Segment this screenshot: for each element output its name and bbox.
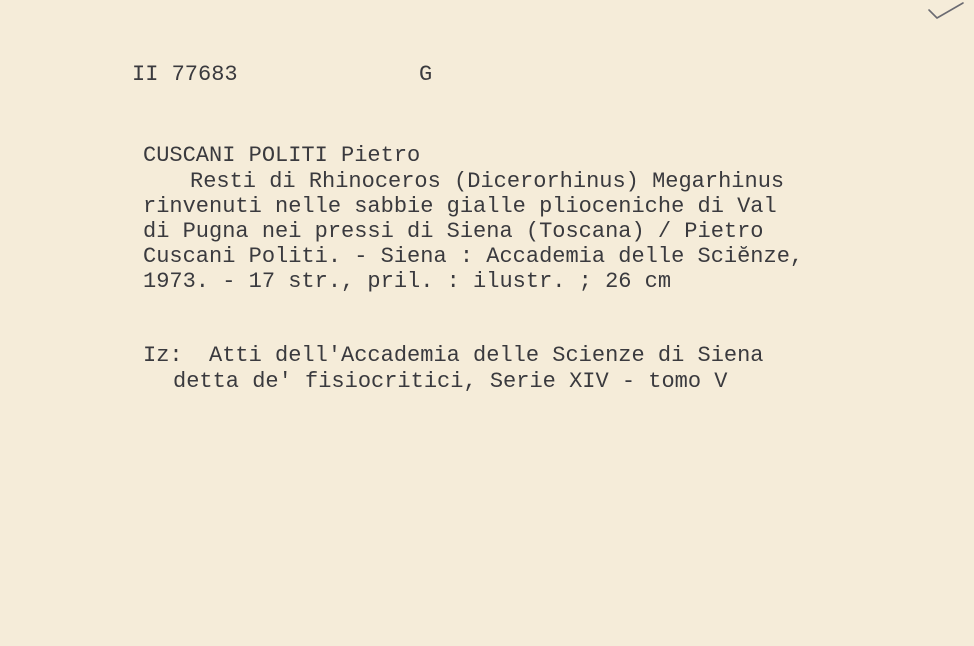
pencil-check-mark-icon xyxy=(926,0,966,24)
description-line-3: di Pugna nei pressi di Siena (Toscana) / Pietro xyxy=(143,219,764,244)
description-line-1: Resti di Rhinoceros (Dicerorhinus) Megarhinus xyxy=(190,169,785,194)
description-line-5: 1973. - 17 str., pril. : ilustr. ; 26 cm xyxy=(143,269,672,294)
author-heading: CUSCANI POLITI Pietro xyxy=(143,143,421,168)
series-line-2: detta de' fisiocritici, Serie XIV - tomo V xyxy=(173,369,728,394)
description-line-2: rinvenuti nelle sabbie gialle plioceniche di Val xyxy=(143,194,777,219)
location-code: G xyxy=(419,62,433,87)
shelf-mark: II 77683 xyxy=(132,62,238,87)
description-line-4: Cuscani Politi. - Siena : Accademia delle Sciĕnze, xyxy=(143,244,804,269)
series-line-1: Iz: Atti dell'Accademia delle Scienze di Siena xyxy=(143,343,764,368)
